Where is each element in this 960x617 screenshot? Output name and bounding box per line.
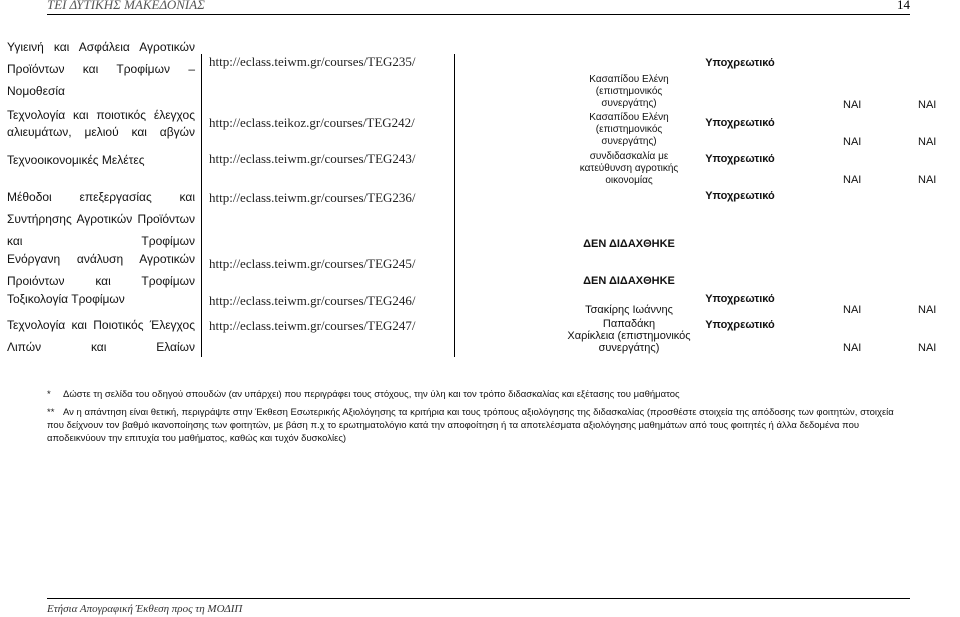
course-status: Υποχρεωτικό (705, 319, 775, 331)
instructor: Κασαπίδου Ελένη (επιστημονικός συνεργάτης) (589, 112, 669, 147)
answer-yes: ΝΑΙ (843, 174, 862, 186)
course-link[interactable]: http://eclass.teiwm.gr/courses/TEG236/ (209, 190, 416, 205)
course-status: Υποχρεωτικό (705, 153, 775, 165)
instructor: ΔΕΝ ΔΙΔΑΧΘΗΚΕ (583, 275, 675, 287)
footnote: * Δώστε τη σελίδα του οδηγού σπουδών (αν υπάρχει) που περιγράφει τους στόχους, την ύλη και τον τρόπο διδασκαλίας και εξέτασης του μαθήματος (47, 389, 680, 400)
instructor: Τσακίρης Ιωάννης (585, 304, 673, 316)
answer-yes: ΝΑΙ (843, 342, 862, 354)
course-link[interactable]: http://eclass.teiwm.gr/courses/TEG245/ (209, 256, 416, 271)
course-name: Ενόργανη ανάλυση Αγροτικών Προιόντων και Τροφίμων (7, 252, 195, 288)
course-name: Τεχνολογία και Ποιοτικός Έλεγχος Λιπών και Ελαίων (7, 318, 195, 354)
instructor: ΔΕΝ ΔΙΔΑΧΘΗΚΕ (583, 238, 675, 250)
page-number: 14 (897, 0, 910, 12)
column-divider (201, 54, 202, 357)
course-status: Υποχρεωτικό (705, 57, 775, 69)
course-status: Υποχρεωτικό (705, 190, 775, 202)
course-link[interactable]: http://eclass.teiwm.gr/courses/TEG246/ (209, 293, 416, 308)
course-name: Τεχνολογία και ποιοτικός έλεγχος αλιευμάτων, μελιού και αβγών (7, 108, 195, 139)
course-status: Υποχρεωτικό (705, 293, 775, 305)
answer-yes: ΝΑΙ (918, 342, 937, 354)
course-link[interactable]: http://eclass.teiwm.gr/courses/TEG235/ (209, 54, 416, 69)
footer-divider (47, 598, 910, 599)
institution-title: ΤΕΙ ΔΥΤΙΚΗΣ ΜΑΚΕΔΟΝΙΑΣ (47, 0, 205, 12)
course-status: Υποχρεωτικό (705, 117, 775, 129)
answer-yes: ΝΑΙ (918, 136, 937, 148)
answer-yes: ΝΑΙ (918, 174, 937, 186)
page-footer: Ετήσια Απογραφική Έκθεση προς τη ΜΟΔΙΠ (47, 603, 243, 615)
answer-yes: ΝΑΙ (843, 99, 862, 111)
answer-yes: ΝΑΙ (918, 99, 937, 111)
course-name: Τοξικολογία Τροφίμων (7, 292, 125, 306)
course-name: Μέθοδοι επεξεργασίας και Συντήρησης Αγροτικών Προϊόντων και Τροφίμων (7, 190, 195, 248)
course-link[interactable]: http://eclass.teiwm.gr/courses/TEG243/ (209, 151, 416, 166)
instructor: Παπαδάκη Χαρίκλεια (επιστημονικός συνεργάτης) (567, 318, 691, 354)
answer-yes: ΝΑΙ (918, 304, 937, 316)
footnote: ** Αν η απάντηση είναι θετική, περιγράψτε στην Έκθεση Εσωτερικής Αξιολόγησης τα κριτήρια και τους τρόπους αξιολόγησης της διδασκαλίας (προσθέστε στοιχεία της απόδοσης των φοιτητών, στοιχεία που δείχνουν τον βαθμό ικανοποίησης των φοιτητών, με βάση π.χ το ερωτηματολόγιο κατά την αποφοίτηση ή τα αποτελέσματα αξιολόγησης μαθημάτων από τους φοιτητές ή άλλα δεδομένα που αποδεικνύουν την επιτυχία του μαθήματος, καθώς και τυχόν δυσκολίες) (47, 407, 894, 444)
answer-yes: ΝΑΙ (843, 304, 862, 316)
course-link[interactable]: http://eclass.teiwm.gr/courses/TEG247/ (209, 318, 416, 333)
course-name: Υγιεινή και Ασφάλεια Αγροτικών Προϊόντων και Τροφίμων – Νομοθεσία (7, 40, 195, 98)
course-name: Τεχνοοικονομικές Μελέτες (7, 153, 145, 167)
footnotes (47, 388, 913, 450)
answer-yes: ΝΑΙ (843, 136, 862, 148)
course-link[interactable]: http://eclass.teikoz.gr/courses/TEG242/ (209, 115, 415, 130)
column-divider (454, 54, 455, 357)
instructor: Κασαπίδου Ελένη (επιστημονικός συνεργάτης) (589, 74, 669, 109)
instructor: συνδιδασκαλία με κατεύθυνση αγροτικής οικονομίας (579, 151, 679, 186)
